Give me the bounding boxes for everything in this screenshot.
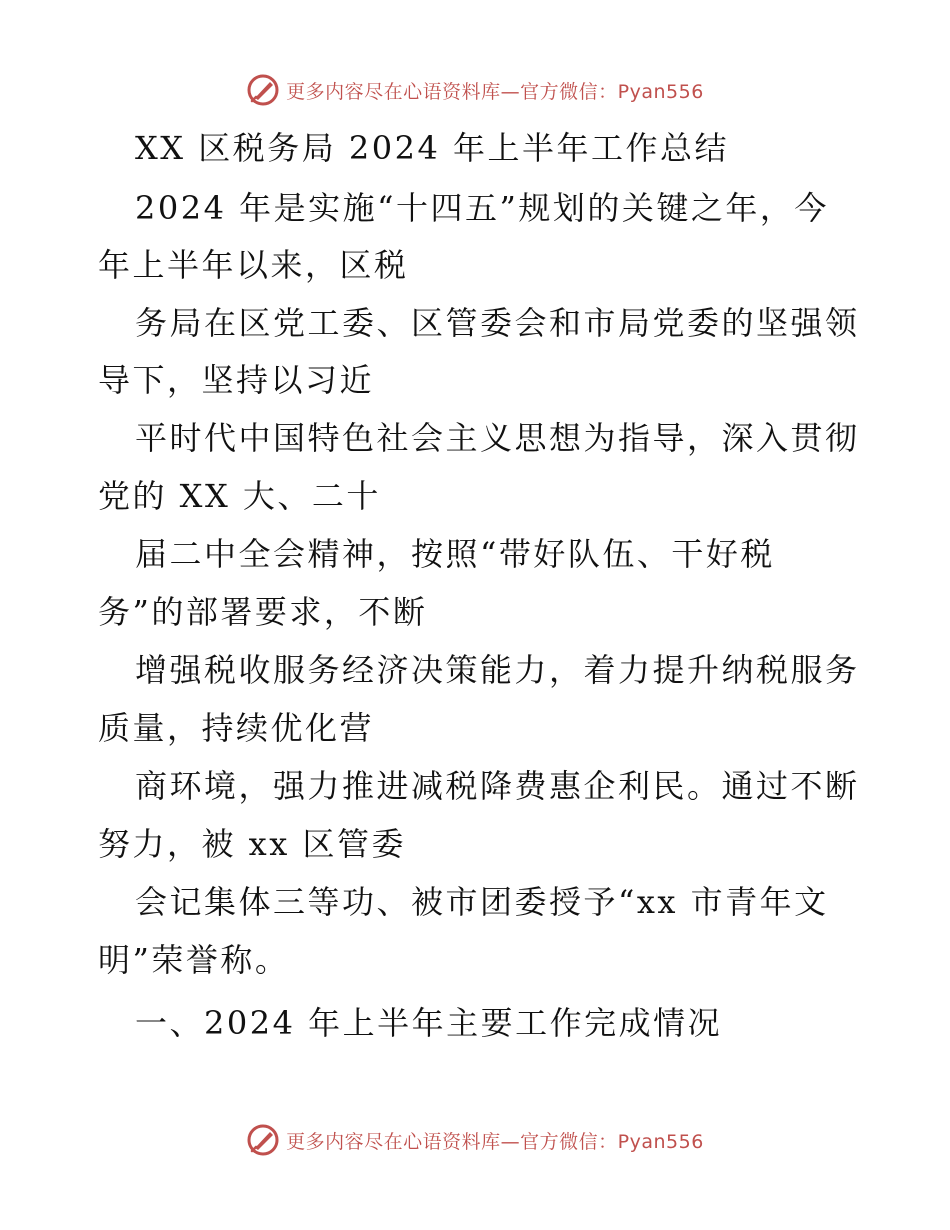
paragraph-line: 2024 年是实施“十四五”规划的关键之年，今 [135, 189, 829, 227]
header-banner-text: 更多内容尽在心语资料库—官方微信：Pyan556 [286, 80, 704, 103]
paragraph-line: 党的 XX 大、二十 [98, 477, 381, 515]
paragraph-line: 届二中全会精神，按照“带好队伍、干好税 [135, 535, 775, 573]
quill-logo-icon [246, 73, 280, 107]
paragraph-line: 平时代中国特色社会主义思想为指导，深入贯彻 [135, 419, 860, 457]
paragraph-line: 年上半年以来，区税 [98, 246, 409, 284]
footer-banner [0, 1120, 950, 1160]
paragraph-line: 明”荣誉称。 [98, 941, 290, 979]
paragraph-line: 商环境，强力推进减税降费惠企利民。通过不断 [135, 767, 860, 805]
paragraph-line: 增强税收服务经济决策能力，着力提升纳税服务 [135, 651, 860, 689]
header-banner [0, 70, 950, 110]
paragraph-line: 会记集体三等功、被市团委授予“xx 市青年文 [135, 883, 829, 921]
quill-logo-icon [246, 1123, 280, 1157]
paragraph-line: 务”的部署要求，不断 [98, 593, 428, 631]
paragraph-line: 质量，持续优化营 [98, 709, 375, 747]
paragraph-line: 导下，坚持以习近 [98, 361, 375, 399]
footer-banner-text: 更多内容尽在心语资料库—官方微信：Pyan556 [286, 1130, 704, 1153]
document-title: XX 区税务局 2024 年上半年工作总结 [135, 129, 730, 167]
paragraph-line: 务局在区党工委、区管委会和市局党委的坚强领 [135, 304, 860, 342]
section-heading: 一、2024 年上半年主要工作完成情况 [135, 1004, 723, 1042]
paragraph-line: 努力，被 xx 区管委 [98, 825, 406, 863]
